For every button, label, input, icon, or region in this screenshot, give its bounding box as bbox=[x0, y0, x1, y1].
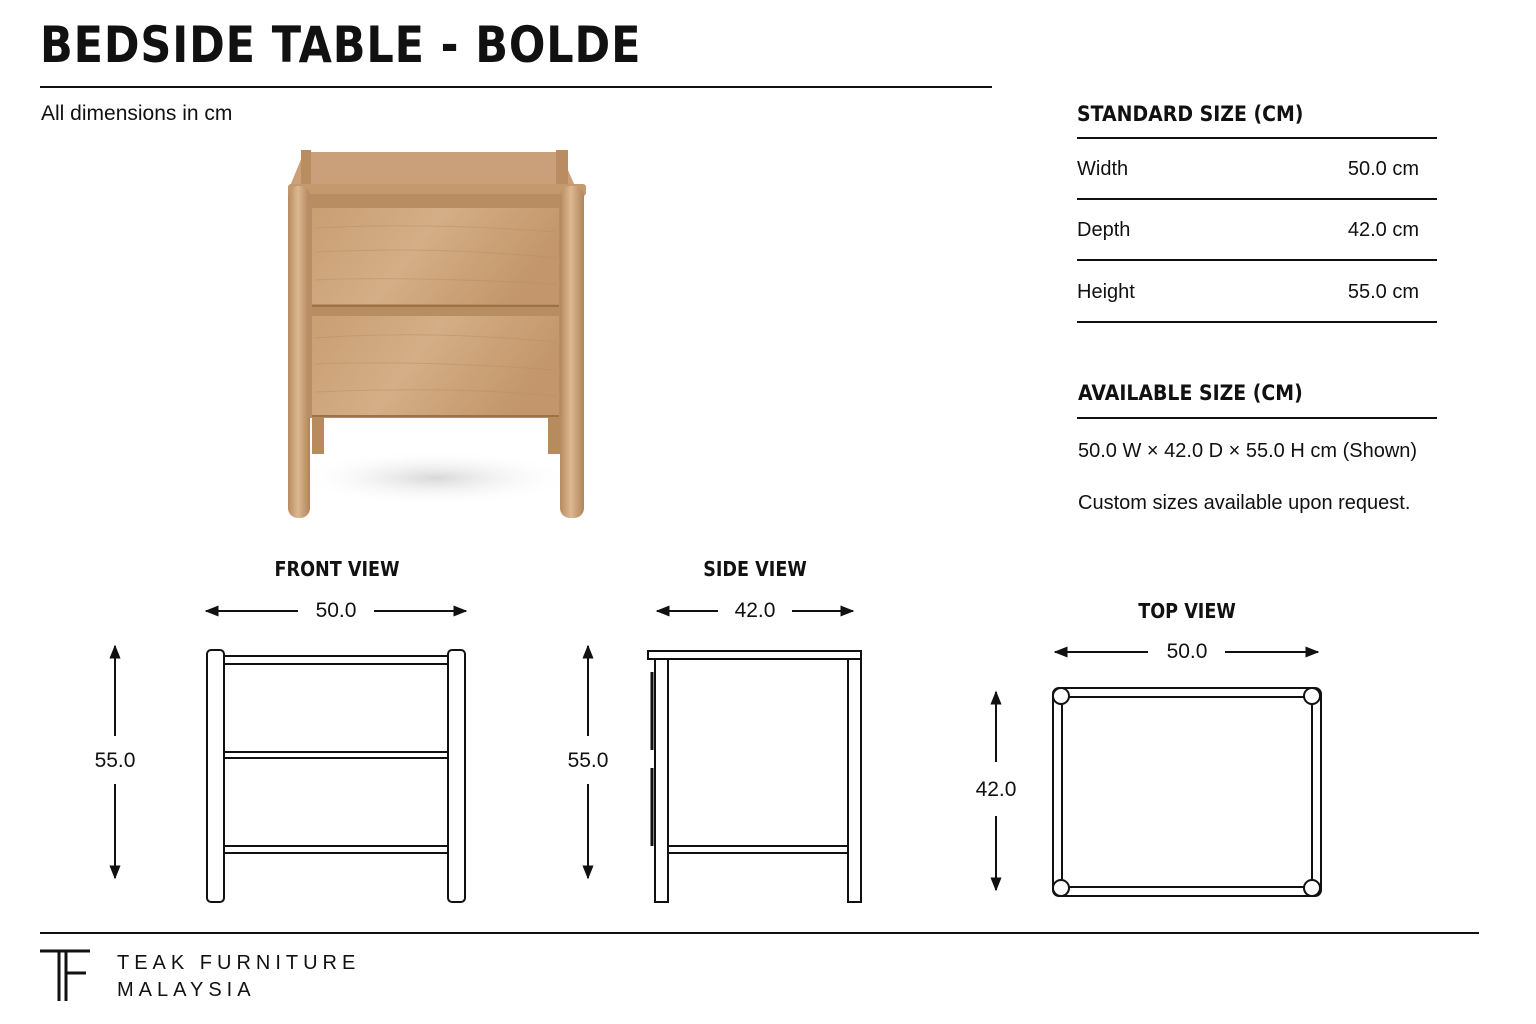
page-title: BEDSIDE TABLE - BOLDE bbox=[40, 16, 642, 74]
units-note: All dimensions in cm bbox=[41, 102, 233, 125]
front-view-drawing bbox=[207, 650, 465, 902]
brand-logo bbox=[38, 946, 98, 1006]
row-divider bbox=[1077, 259, 1437, 261]
side-view-drawing bbox=[648, 651, 861, 902]
row-divider bbox=[1077, 198, 1437, 200]
brand-name-line2: MALAYSIA bbox=[117, 979, 256, 1001]
front-width-dimension: 50.0 bbox=[315, 599, 357, 622]
standard-size-heading: STANDARD SIZE (CM) bbox=[1077, 102, 1304, 126]
spec-label: Width bbox=[1077, 158, 1129, 180]
front-height-dimension: 55.0 bbox=[94, 749, 136, 772]
spec-value: 55.0 cm bbox=[1347, 281, 1419, 303]
available-size-divider bbox=[1077, 417, 1437, 419]
title-divider bbox=[40, 86, 992, 88]
footer-divider bbox=[40, 932, 1479, 934]
available-size-heading: AVAILABLE SIZE (CM) bbox=[1078, 381, 1303, 405]
custom-sizes-note: Custom sizes available upon request. bbox=[1078, 492, 1411, 514]
front-view-label: FRONT VIEW bbox=[274, 557, 400, 581]
spec-value: 50.0 cm bbox=[1347, 158, 1419, 180]
spec-row-height bbox=[1077, 281, 1419, 305]
spec-label: Depth bbox=[1077, 219, 1131, 241]
top-view-drawing bbox=[1053, 688, 1321, 896]
spec-value: 42.0 cm bbox=[1347, 219, 1419, 241]
spec-row-width bbox=[1077, 158, 1419, 182]
spec-row-depth bbox=[1077, 219, 1419, 243]
available-size-shown: 50.0 W × 42.0 D × 55.0 H cm (Shown) bbox=[1078, 440, 1418, 462]
side-height-dimension: 55.0 bbox=[567, 749, 609, 772]
row-divider bbox=[1077, 321, 1437, 323]
standard-size-divider bbox=[1077, 137, 1437, 139]
top-width-dimension: 50.0 bbox=[1166, 640, 1208, 663]
spec-label: Height bbox=[1077, 281, 1135, 303]
top-depth-dimension: 42.0 bbox=[975, 778, 1017, 801]
brand-name-line1: TEAK FURNITURE bbox=[117, 952, 361, 974]
side-view-label: SIDE VIEW bbox=[703, 557, 807, 581]
top-view-label: TOP VIEW bbox=[1138, 599, 1236, 623]
side-depth-dimension: 42.0 bbox=[734, 599, 776, 622]
